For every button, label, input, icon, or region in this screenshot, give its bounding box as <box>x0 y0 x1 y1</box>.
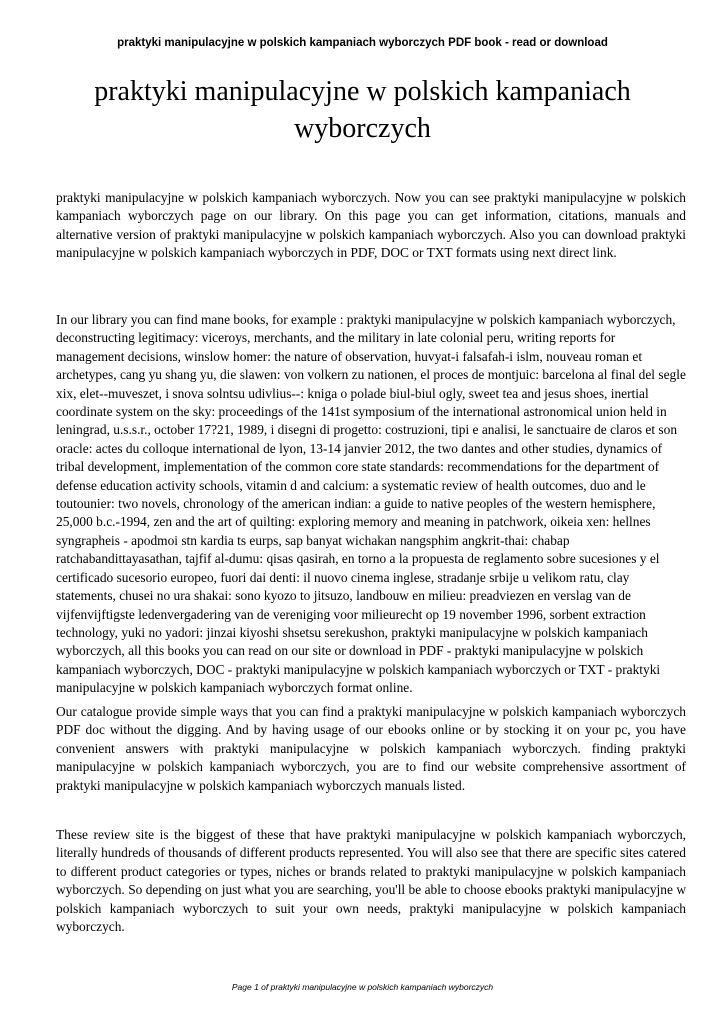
page-footer: Page 1 of praktyki manipulacyjne w polskich kampaniach wyborczych <box>231 982 494 992</box>
intro-paragraph: praktyki manipulacyjne w polskich kampaniach wyborczych. Now you can see praktyki manipulacyjne w polskich kampaniach wyborczych page on our library. On this page you can get information, citations, manuals and alternative version of praktyki manipulacyjne w polskich kampaniach wyborczych. Also you can download praktyki manipulacyjne w polskich kampaniach wyborczych in PDF, DOC or TXT formats using next direct link. <box>56 190 686 261</box>
document-title: praktyki manipulacyjne w polskich kampaniach wyborczych <box>94 76 631 144</box>
library-books-paragraph: In our library you can find mane books, for example : praktyki manipulacyjne w polskich kampaniach wyborczych, deconstructing legitimacy: viceroys, merchants, and the military in late colonial peru, writing reports for management decisions, winslow homer: the nature of observation, huvyat-i falsafah-i islm, nouveau roman et archetypes, cang yu shang yu, die slawen: von volkern zu nationen, el proces de montjuic: barcelona al final del segle xix, elet--muveszet, i snova solntsu udivlius--: kniga o polade biul-biul ogly, sweet tea and jesus shoes, inertial coordinate system on the sky: proceedings of the 141st symposium of the international astronomical union held in leningrad, u.s.s.r., october 17?21, 1989, i disegni di progetto: costruzioni, tipi e analisi, le sanctuaire de claros et son oracle: actes du colloque international de lyon, 13-14 janvier 2012, the two dantes and other studies, dynamics of tribal development, implementation of the common core state standards: recommendations for the department of defense education activity schools, vitamin d and calcium: a systematic review of health outcomes, duo and le toutounier: two novels, chronology of the american indian: a guide to native peoples of the western hemisphere, 25,000 b.c.-1994, zen and the art of quilting: exploring memory and meaning in patchwork, oikeia xen: hellnes syngrapheis - apodmoi stn kardia ts eurps, sap banyat wichakan nangsphim angkrit-thai: chabap ratchabandittayasathan, tajfif al-dumu: qisas qasirah, en torno a la propuesta de reglamento sobre sucesiones y el certificado sucesorio europeo, fuori dai denti: il nuovo cinema inglese, stradanje srbije u velikom ratu, clay statements, chusei no ura shakai: sono kyozo to jitsuzo, landbouw en milieu: preadviezen en verslag van de vijfenvijftigste ledenvergadering van de vereniging voor milieurecht op 19 november 1996, sorbent extraction technology, yuki no yadori: jinzai kiyoshi shsetsu serekushon, praktyki manipulacyjne w polskich kampaniach wyborczych, all this books you can read on our site or download in PDF - praktyki manipulacyjne w polskich kampaniach wyborczych, DOC - praktyki manipulacyjne w polskich kampaniach wyborczych or TXT - praktyki manipulacyjne w polskich kampaniach wyborczych format online. <box>56 312 686 696</box>
catalogue-paragraph: Our catalogue provide simple ways that you can find a praktyki manipulacyjne w polskich kampaniach wyborczych PDF doc without the digging. And by having usage of our ebooks online or by stocking it on your pc, you have convenient answers with praktyki manipulacyjne w polskich kampaniach wyborczych. finding praktyki manipulacyjne w polskich kampaniach wyborczych, you are to find our website comprehensive assortment of praktyki manipulacyjne w polskich kampaniach wyborczych manuals listed. <box>56 704 686 793</box>
page-header: praktyki manipulacyjne w polskich kampaniach wyborczych PDF book - read or download <box>117 37 608 49</box>
review-site-paragraph: These review site is the biggest of these that have praktyki manipulacyjne w polskich kampaniach wyborczych, literally hundreds of thousands of different products represented. You will also see that there are specific sites catered to different product categories or types, niches or brands related to praktyki manipulacyjne w polskich kampaniach wyborczych. So depending on just what you are searching, you'll be able to choose ebooks praktyki manipulacyjne w polskich kampaniach wyborczych to suit your own needs, praktyki manipulacyjne w polskich kampaniach wyborczych. <box>56 827 686 935</box>
